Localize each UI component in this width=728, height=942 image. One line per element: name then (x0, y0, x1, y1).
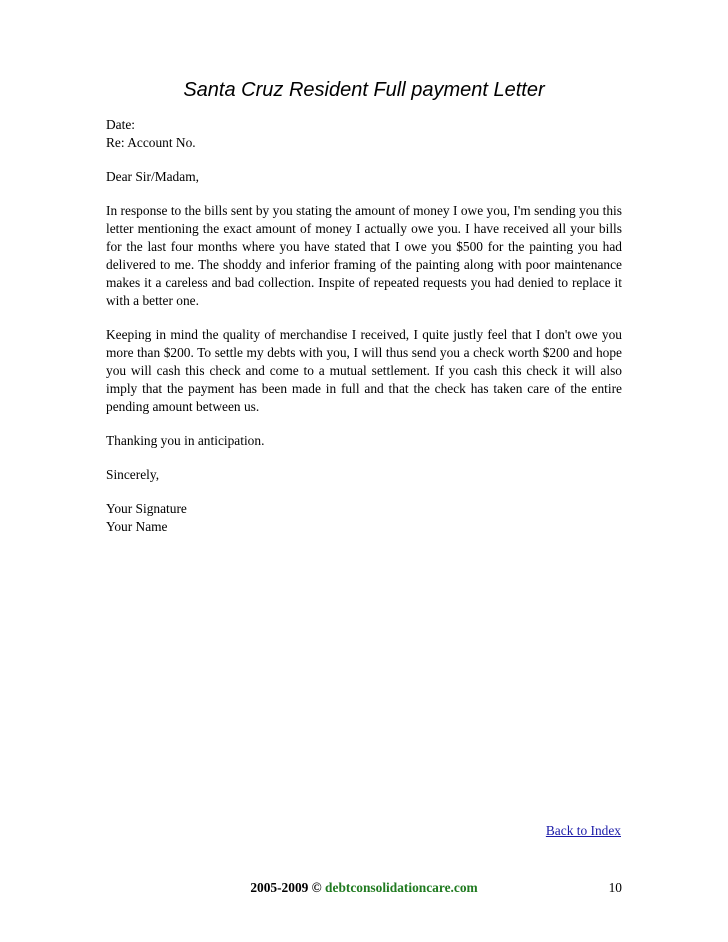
paragraph-2: Keeping in mind the quality of merchandise I received, I quite justly feel that I don't owe you more than $200. To settle my debts with you, I will thus send you a check worth $200 and hope you will cash this check and come to a mutual settlement. If you cash this check it will also imply that the payment has been made in full and that the check has taken care of the entire pending amount between us. (106, 327, 622, 414)
letter-header (106, 116, 622, 152)
signature-block (106, 500, 622, 536)
account-line: Re: Account No. (106, 135, 196, 150)
footer-credit (106, 880, 622, 896)
page-title: Santa Cruz Resident Full payment Letter (183, 79, 545, 101)
back-to-index-link[interactable]: Back to Index (545, 823, 621, 838)
date-line: Date: (106, 117, 135, 132)
page-number: 10 (608, 880, 622, 895)
name-line: Your Name (106, 519, 168, 534)
closing-line: Sincerely, (106, 467, 160, 482)
letter-body (106, 116, 622, 552)
thanks-line: Thanking you in anticipation. (106, 433, 265, 448)
signature-line: Your Signature (106, 501, 187, 516)
footer-site-link[interactable]: debtconsolidationcare.com (325, 880, 478, 895)
salutation: Dear Sir/Madam, (106, 169, 199, 184)
paragraph-1: In response to the bills sent by you stating the amount of money I owe you, I'm sending you this letter mentioning the exact amount of money I actually owe you. I have received all your bills for the last four months where you have stated that I owe you $500 for the painting you had delivered to me. The shoddy and inferior framing of the painting along with poor maintenance makes it a careless and bad collection. Inspite of repeated requests you had denied to replace it with a better one. (106, 203, 622, 308)
footer-copyright: 2005-2009 © (250, 880, 322, 895)
